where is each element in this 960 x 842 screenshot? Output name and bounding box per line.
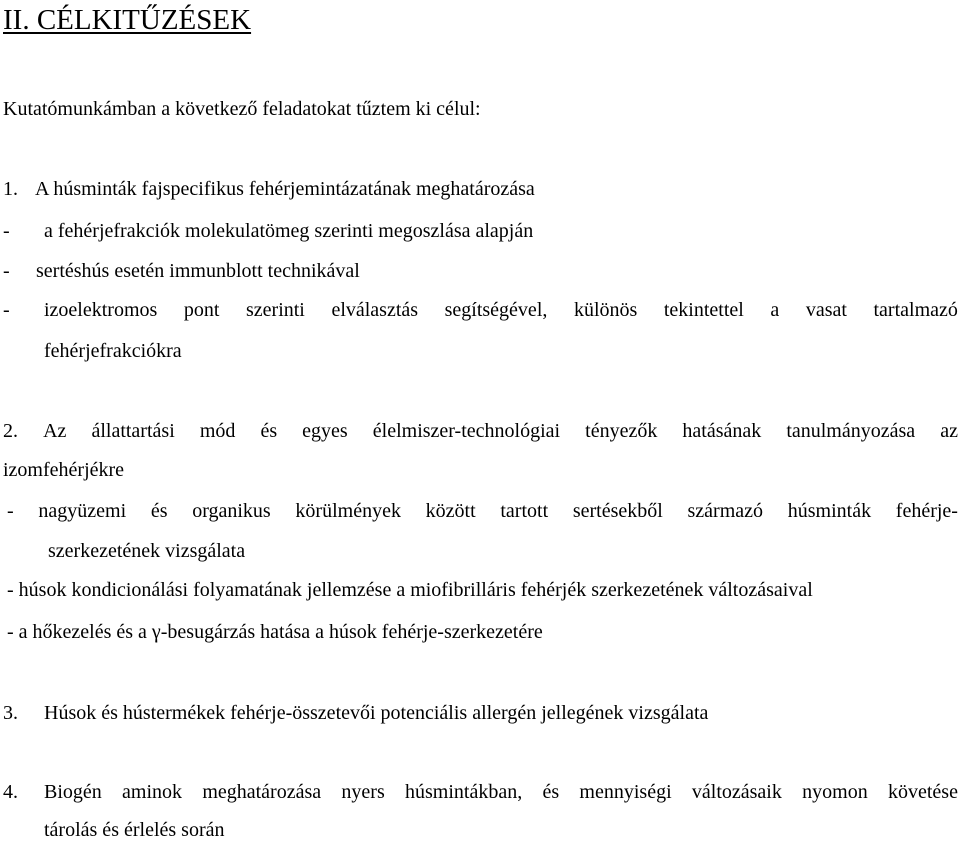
word: organikus [192, 500, 271, 522]
word: állattartási [91, 420, 175, 442]
word: az [940, 420, 958, 442]
word: 2. [3, 420, 18, 442]
word: sertésekből [572, 500, 663, 522]
item2-line2: izomfehérjékre [3, 459, 125, 481]
item1-sub2: sertéshús esetén immunblott technikával [36, 260, 360, 282]
word: nyers [341, 781, 385, 803]
word: aminok [122, 781, 183, 803]
word: tartott [500, 500, 549, 522]
word: tekintettel [663, 299, 744, 321]
word: a [770, 299, 780, 321]
word: szerinti [246, 299, 305, 321]
item1-sub3-line2: fehérjefrakciókra [44, 340, 182, 362]
item4-line2: tárolás és érlelés során [44, 819, 225, 841]
word: izoelektromos [44, 299, 158, 321]
word: mód [199, 420, 236, 442]
word: követése [887, 781, 958, 803]
word: tanulmányozása [786, 420, 916, 442]
item3-text: Húsok és hústermékek fehérje-összetevői potenciális allergén jellegének vizsgálata [44, 702, 709, 724]
word: húsminták [787, 500, 872, 522]
item1-title: A húsminták fajspecifikus fehérjemintázatának meghatározása [35, 178, 535, 200]
word: különös [573, 299, 638, 321]
item1-number: 1. [3, 178, 18, 200]
word: származó [687, 500, 764, 522]
word: pont [183, 299, 220, 321]
item4-number: 4. [3, 781, 18, 803]
word: mennyiségi [579, 781, 672, 803]
word: élelmiszer-technológiai [372, 420, 561, 442]
item2-sub1-line2: szerkezetének vizsgálata [48, 540, 246, 562]
word: változásaik [691, 781, 782, 803]
word: között [425, 500, 476, 522]
word: - [7, 500, 14, 522]
word: tényezők [585, 420, 658, 442]
item1-sub1: a fehérjefrakciók molekulatömeg szerinti megoszlása alapján [44, 220, 534, 242]
item1-sub2-dash: - [3, 260, 10, 282]
word: Az [43, 420, 67, 442]
word: fehérje- [895, 500, 958, 522]
item3-number: 3. [3, 702, 18, 724]
item1-sub3-line1 [44, 298, 958, 322]
chapter-heading: II. CÉLKITŰZÉSEK [3, 4, 252, 36]
word: elválasztás [331, 299, 419, 321]
word: vasat [805, 299, 847, 321]
word: Biogén [44, 781, 102, 803]
item2-sub1-line1 [7, 499, 958, 523]
intro-text: Kutatómunkámban a következő feladatokat tűztem ki célul: [3, 98, 481, 120]
item1-sub3-dash: - [3, 299, 10, 321]
item2-sub2: - húsok kondicionálási folyamatának jellemzése a miofibrilláris fehérjék szerkezetének változásaival [7, 579, 813, 601]
item2-line1 [3, 419, 958, 443]
item2-sub3: - a hőkezelés és a γ-besugárzás hatása a húsok fehérje-szerkezetére [7, 621, 543, 643]
item4-line1 [44, 780, 958, 804]
word: és [150, 500, 168, 522]
word: egyes [302, 420, 348, 442]
word: húsmintákban, [405, 781, 523, 803]
word: hatásának [682, 420, 762, 442]
word: segítségével, [444, 299, 548, 321]
word: nyomon [802, 781, 868, 803]
word: körülmények [295, 500, 401, 522]
word: és [260, 420, 278, 442]
word: és [542, 781, 560, 803]
item1-sub1-dash: - [3, 220, 10, 242]
word: nagyüzemi [38, 500, 127, 522]
word: tartalmazó [873, 299, 958, 321]
word: meghatározása [202, 781, 322, 803]
